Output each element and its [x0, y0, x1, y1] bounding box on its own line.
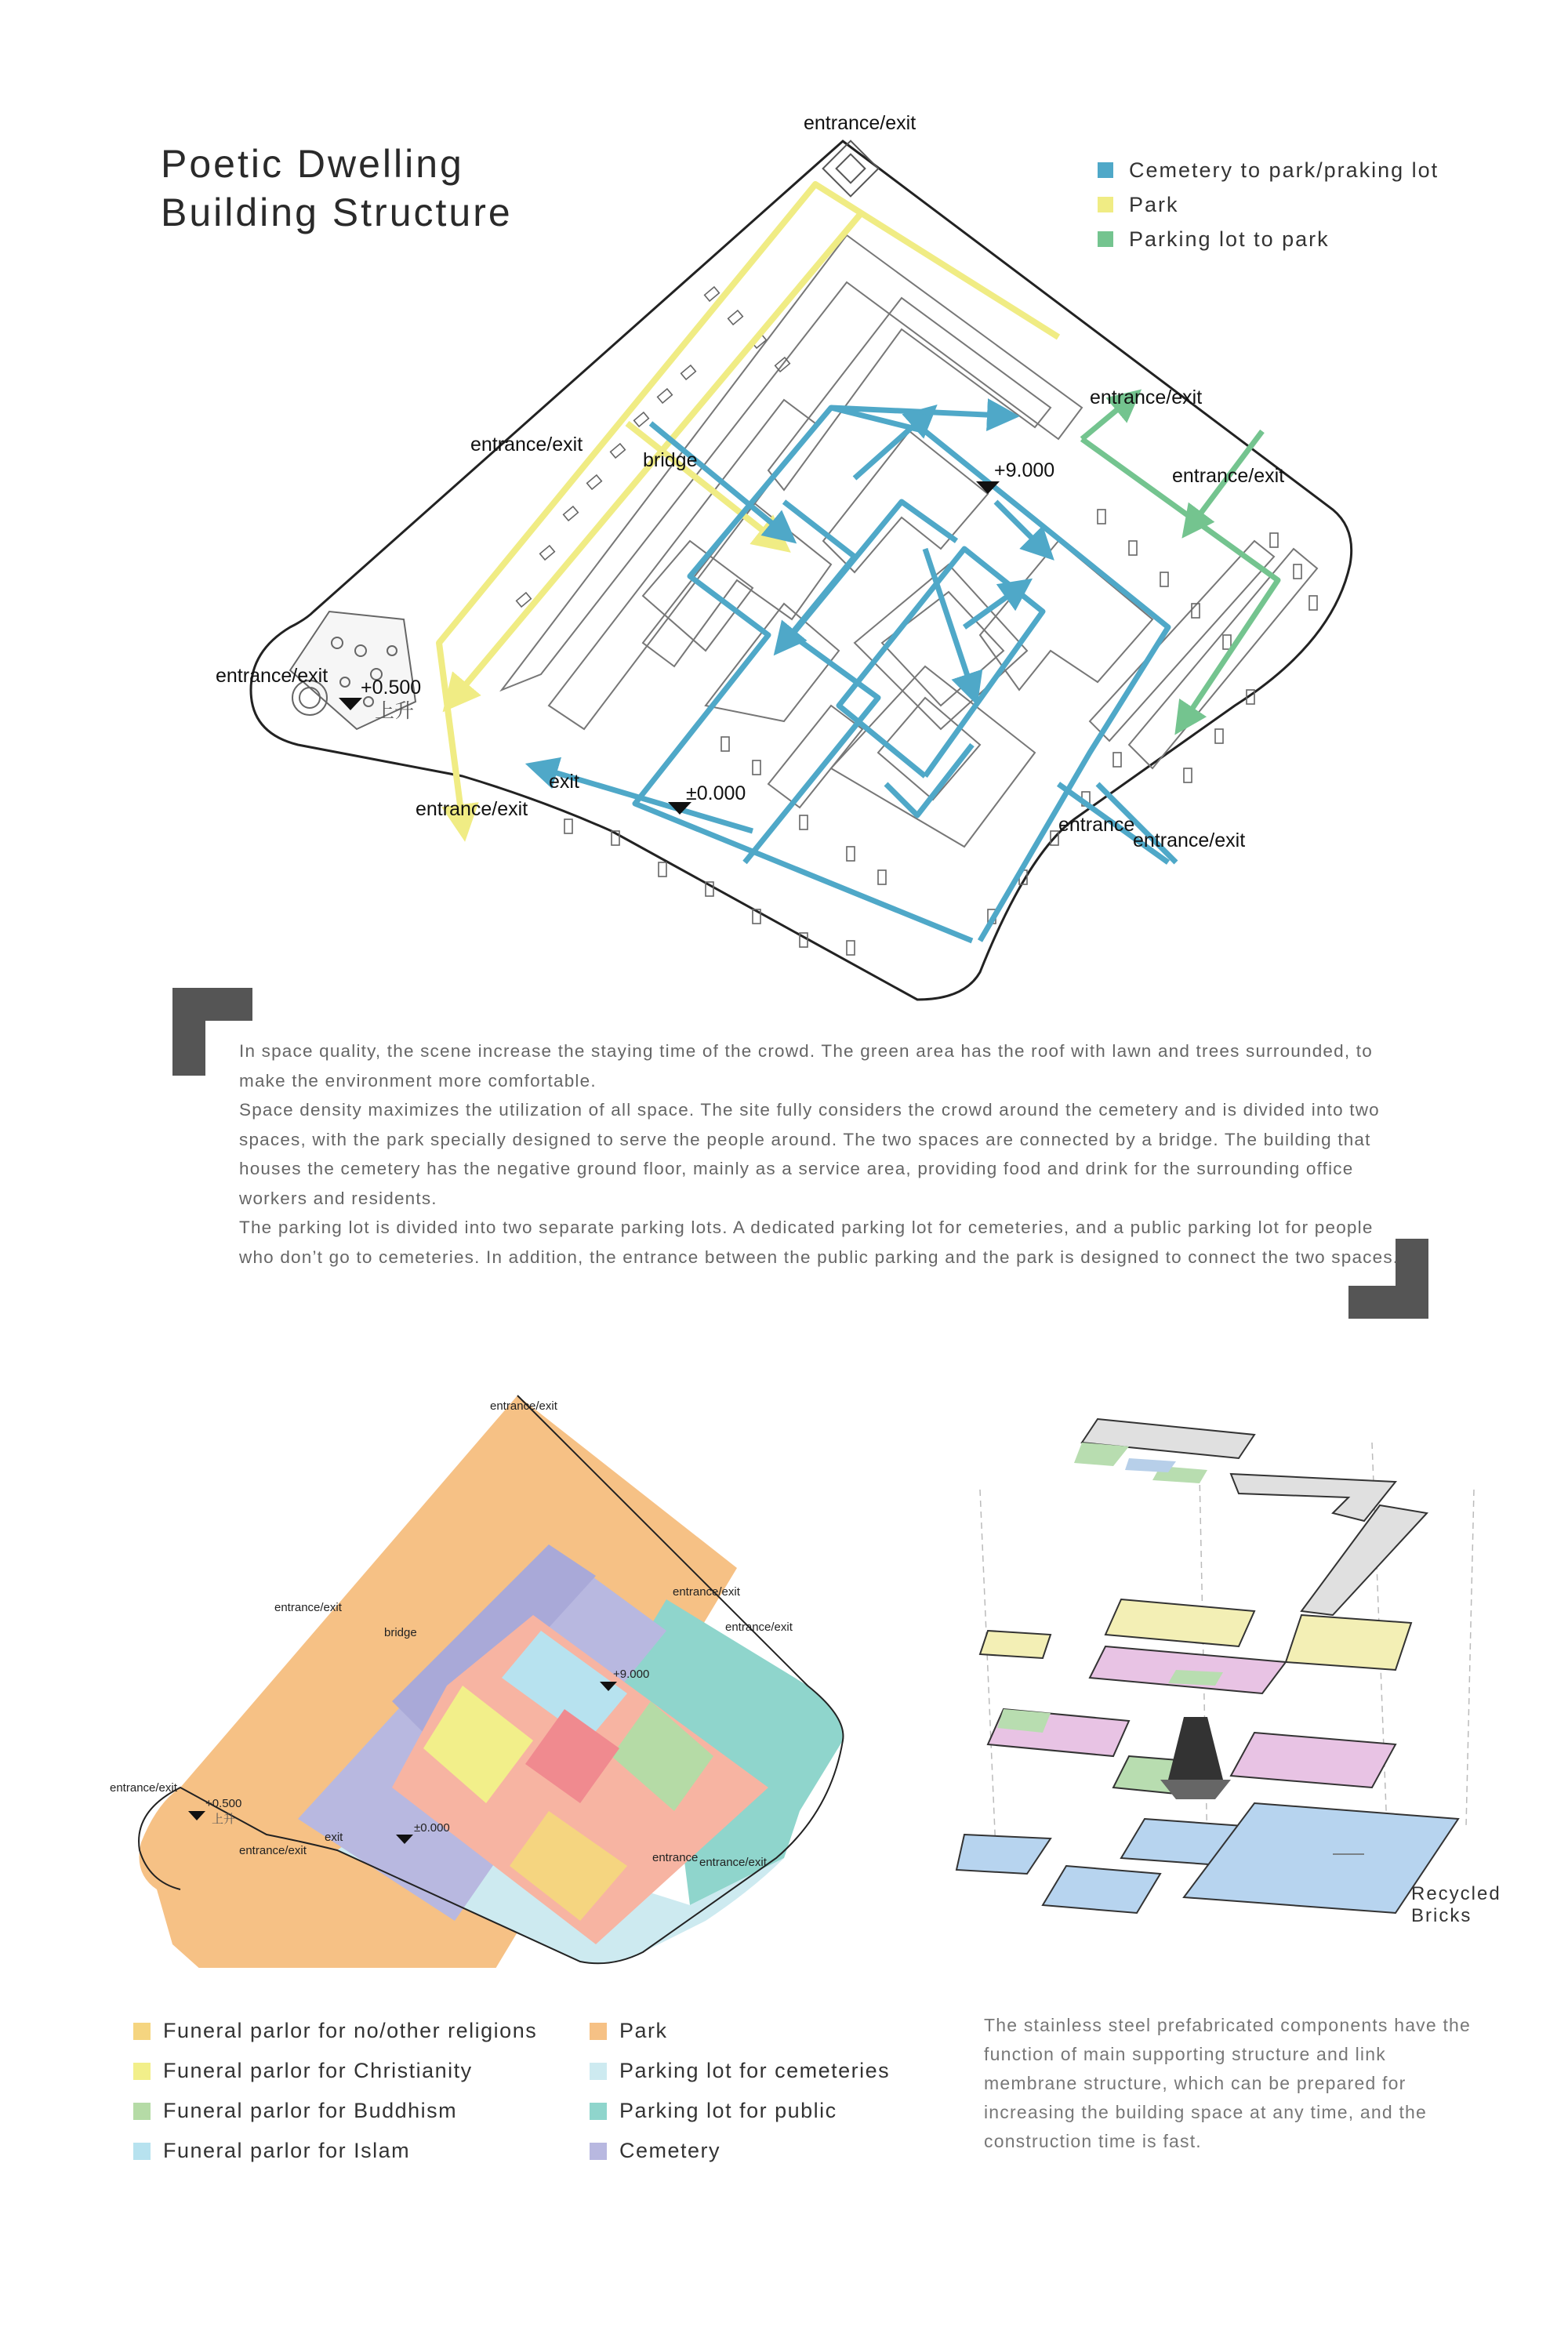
legend-label: Park	[619, 2019, 668, 2042]
entrance-label-left-mid: entrance/exit	[470, 434, 583, 456]
zone-entrance-left-mid: entrance/exit	[274, 1601, 342, 1614]
legend-item-cemetery-parking	[590, 2051, 890, 2091]
title-line-2: Building Structure	[161, 191, 513, 234]
legend-item-cemetery	[590, 2131, 890, 2171]
legend-item-park	[590, 2011, 890, 2051]
entrance-label-left: entrance/exit	[216, 665, 328, 687]
recycled-bricks-line1: Recycled	[1411, 1883, 1501, 1904]
legend-item-no-religion	[133, 2011, 537, 2051]
zoning-legend-right	[590, 2011, 890, 2171]
level-label-half: +0.500	[361, 677, 422, 699]
legend-swatch	[590, 2023, 607, 2040]
legend-item-public-parking	[590, 2091, 890, 2131]
legend-swatch	[133, 2023, 151, 2040]
building-outlines	[502, 235, 1317, 847]
description-paragraph: Space density maximizes the utilization of all space. The site fully considers the crowd around the cemetery and is divided into two spaces, with the park specially designed to serve the people around. The two spaces are connected by a bridge. The building that houses the cemetery has the negative ground floor, mainly as a service area, providing food and drink for the surrounding office workers and residents.	[239, 1100, 1380, 1208]
entrance-label-right2: entrance/exit	[1172, 465, 1285, 487]
legend-label: Funeral parlor for no/other religions	[163, 2019, 538, 2042]
recycled-bricks-label	[1411, 1883, 1501, 1927]
legend-label: Parking lot for cemeteries	[619, 2059, 891, 2082]
axon-funnel	[1168, 1717, 1223, 1780]
legend-item-islam	[133, 2131, 537, 2171]
zone-entrance-right2: entrance/exit	[725, 1621, 793, 1634]
cemetery-route	[541, 408, 1176, 941]
legend-label: Cemetery to park/praking lot	[1129, 158, 1439, 182]
legend-label: Funeral parlor for Christianity	[163, 2059, 473, 2082]
zone-level-half: +0.500	[205, 1797, 242, 1810]
entrance-label-bottom-right: entrance/exit	[1133, 829, 1246, 851]
legend-label: Funeral parlor for Islam	[163, 2139, 411, 2162]
zone-entrance-right: entrance/exit	[673, 1585, 740, 1599]
entrance-label-bottom-mid: entrance	[1058, 814, 1135, 836]
parking-route	[1082, 400, 1278, 721]
zone-rise-label: 上升	[212, 1813, 236, 1826]
zone-entrance-bottom-left: entrance/exit	[239, 1844, 307, 1857]
legend-label: Park	[1129, 192, 1179, 216]
axon-layer-second	[980, 1599, 1411, 1693]
level-label-zero: ±0.000	[686, 782, 746, 804]
zoning-plan	[0, 1372, 925, 1968]
legend-item-buddhism	[133, 2091, 537, 2131]
legend-swatch	[590, 2063, 607, 2080]
entrance-label-right: entrance/exit	[1090, 387, 1203, 408]
description-text	[239, 1036, 1399, 1272]
legend-label: Parking lot for public	[619, 2099, 837, 2122]
legend-swatch	[590, 2143, 607, 2160]
zone-entrance-left: entrance/exit	[110, 1781, 177, 1795]
zoning-legend-left	[133, 2011, 537, 2171]
entrance-label-bottom-left: entrance/exit	[416, 798, 528, 820]
zone-bridge-label: bridge	[384, 1626, 417, 1639]
level-label-high: +9.000	[994, 459, 1055, 481]
axon-layer-third	[988, 1709, 1396, 1799]
exit-label: exit	[549, 771, 579, 793]
legend-swatch	[133, 2103, 151, 2120]
title-line-1: Poetic Dwelling	[161, 142, 464, 186]
structure-note: The stainless steel prefabricated components have the function of main supporting structure and link membrane structure, which can be prepared for increasing the building space at any time, and the construction time is fast.	[984, 2015, 1472, 2151]
rise-label: 上升	[375, 700, 415, 722]
legend-label: Parking lot to park	[1129, 227, 1330, 251]
legend-item-christianity	[133, 2051, 537, 2091]
zone-entrance-bottom-right: entrance/exit	[699, 1856, 767, 1869]
top-gatehouse	[823, 141, 879, 197]
legend-swatch	[133, 2063, 151, 2080]
circulation-site-plan	[0, 0, 1568, 1019]
legend-label: Funeral parlor for Buddhism	[163, 2099, 458, 2122]
zone-exit-label: exit	[325, 1831, 343, 1844]
axon-layer-base	[956, 1803, 1458, 1913]
zone-level-zero: ±0.000	[414, 1821, 450, 1835]
legend-label: Cemetery	[619, 2139, 721, 2162]
legend-swatch	[590, 2103, 607, 2120]
recycled-bricks-line2: Bricks	[1411, 1905, 1472, 1926]
zone-entrance-bottom-mid: entrance	[652, 1851, 699, 1864]
description-paragraph: In space quality, the scene increase the staying time of the crowd. The green area has the roof with lawn and trees surrounded, to make the environment more comfortable.	[239, 1041, 1373, 1091]
zone-level-high: +9.000	[613, 1668, 650, 1681]
axon-layer-top	[1074, 1419, 1427, 1615]
zone-entrance-top: entrance/exit	[490, 1399, 557, 1413]
entrance-label-top: entrance/exit	[804, 112, 916, 134]
description-paragraph: The parking lot is divided into two separate parking lots. A dedicated parking lot for cemeteries, and a public parking lot for people who don’t go to cemeteries. In addition, the entrance between the public parking and the park is designed to connect the two spaces.	[239, 1218, 1399, 1267]
bridge-label: bridge	[643, 449, 698, 471]
legend-swatch	[133, 2143, 151, 2160]
